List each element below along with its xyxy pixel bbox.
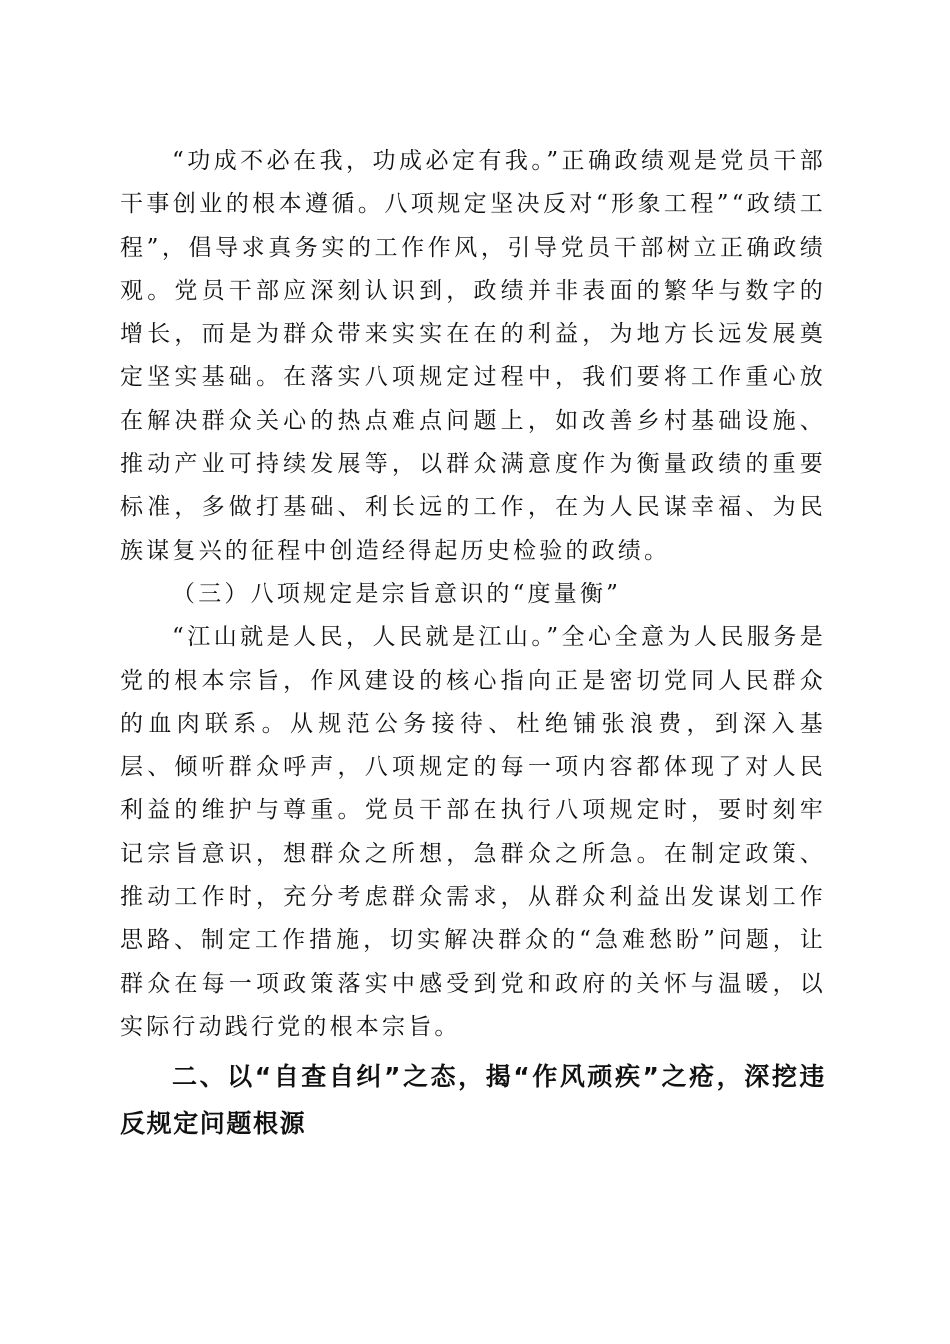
paragraph-correct-view-of-performance: “功成不必在我，功成必定有我。”正确政绩观是党员干部干事创业的根本遵循。八项规定坚决反对“形象工程”“政绩工程”，倡导求真务实的工作作风，引导党员干部树立正确政绩观。党员干部应深刻认识到，政绩并非表面的繁华与数字的增长，而是为群众带来实实在在的利益，为地方长远发展奠定坚实基础。在落实八项规定过程中，我们要将工作重心放在解决群众关心的热点难点问题上，如改善乡村基础设施、推动产业可持续发展等，以群众满意度作为衡量政绩的重要标准，多做打基础、利长远的工作，在为人民谋幸福、为民族谋复兴的征程中创造经得起历史检验的政绩。	[120, 148, 826, 564]
document-body	[120, 140, 826, 1147]
section-heading-self-inspection: 二、以“自查自纠”之态，揭“作风顽疾”之疮，深挖违反规定问题根源	[120, 1062, 826, 1139]
subheading-purpose-awareness: （三）八项规定是宗旨意识的“度量衡”	[172, 580, 622, 607]
paragraph-serve-the-people: “江山就是人民，人民就是江山。”全心全意为人民服务是党的根本宗旨，作风建设的核心指向正是密切党同人民群众的血肉联系。从规范公务接待、杜绝铺张浪费，到深入基层、倾听群众呼声，八项规定的每一项内容都体现了对人民利益的维护与尊重。党员干部在执行八项规定时，要时刻牢记宗旨意识，想群众之所想，急群众之所急。在制定政策、推动工作时，充分考虑群众需求，从群众利益出发谋划工作思路、制定工作措施，切实解决群众的“急难愁盼”问题，让群众在每一项政策落实中感受到党和政府的关怀与温暖，以实际行动践行党的根本宗旨。	[120, 624, 826, 1040]
